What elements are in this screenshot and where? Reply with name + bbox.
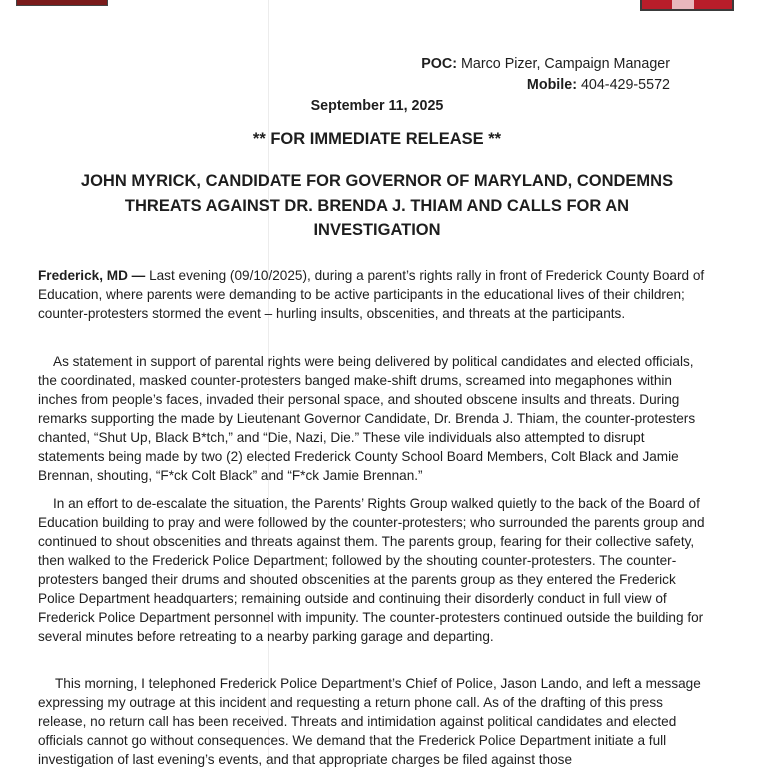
headline: JOHN MYRICK, CANDIDATE FOR GOVERNOR OF MARYLAND, CONDEMNS THREATS AGAINST DR. BRENDA J. THIAM AND CALLS FOR AN INVESTIGATION [80, 172, 674, 239]
body-paragraph-1 [38, 266, 708, 323]
header-photo-right [640, 0, 734, 11]
contact-block [421, 54, 670, 96]
poc-line [421, 54, 670, 75]
mobile-label: Mobile: [526, 77, 577, 93]
release-date: September 11, 2025 [310, 98, 444, 114]
release-notice: ** FOR IMMEDIATE RELEASE ** [252, 130, 502, 148]
paragraph-1-text: Last evening (09/10/2025), during a parent’s rights rally in front of Frederick County Board of Education, where parents were demanding to be active participants in the educational lives of their children; counter-protesters stormed the event – hurling insults, obscenities, and threats at the participants. [38, 268, 705, 321]
dateline: Frederick, MD — [38, 268, 146, 283]
mobile-line [421, 75, 670, 96]
body-paragraph-2: As statement in support of parental rights were being delivered by political candidates and elected officials, the coordinated, masked counter-protesters banged make-shift drums, screamed into megaphones within inches from people’s faces, invaded their personal space, and shouted obscene insults and threats. During remarks supporting the made by Lieutenant Governor Candidate, Dr. Brenda J. Thiam, the counter-protesters chanted, “Shut Up, Black B*tch,” and “Die, Nazi, Die.” These vile individuals also attempted to disrupt statements being made by two (2) elected Frederick County School Board Members, Colt Black and Jamie Brennan, shouting, “F*ck Colt Black” and “F*ck Jamie Brennan.” [38, 354, 696, 483]
mobile-value: 404-429-5572 [580, 77, 670, 93]
header-photo-left [16, 0, 108, 6]
poc-label: POC: [421, 56, 458, 72]
body-paragraph-3: In an effort to de-escalate the situation, the Parents’ Rights Group walked quietly to the back of the Board of Education building to pray and were followed by the counter-protesters; who surrounded the parents group and continued to shout obscenities and threats against them. The parents group, fearing for their collective safety, then walked to the Frederick Police Department; followed by the shouting counter-protesters. The counter-protesters banged their drums and shouted obscenities at the parents group as they entered the Frederick Police Department headquarters; remaining outside and continuing their disorderly conduct in full view of Frederick Police Department personnel with impunity. The counter-protesters continued outside the building for several minutes before retreating to a nearby parking garage and departing. [38, 496, 705, 644]
poc-value: Marco Pizer, Campaign Manager [461, 56, 670, 72]
body-paragraph-4: This morning, I telephoned Frederick Police Department’s Chief of Police, Jason Lando, and left a message expressing my outrage at this incident and requesting a return phone call. As of the drafting of this press release, no return call has been received. Threats and intimidation against political candidates and elected officials cannot go without consequences. We demand that the Frederick Police Department initiate a full investigation of last evening’s events, and that appropriate charges be filed against those [38, 676, 701, 767]
